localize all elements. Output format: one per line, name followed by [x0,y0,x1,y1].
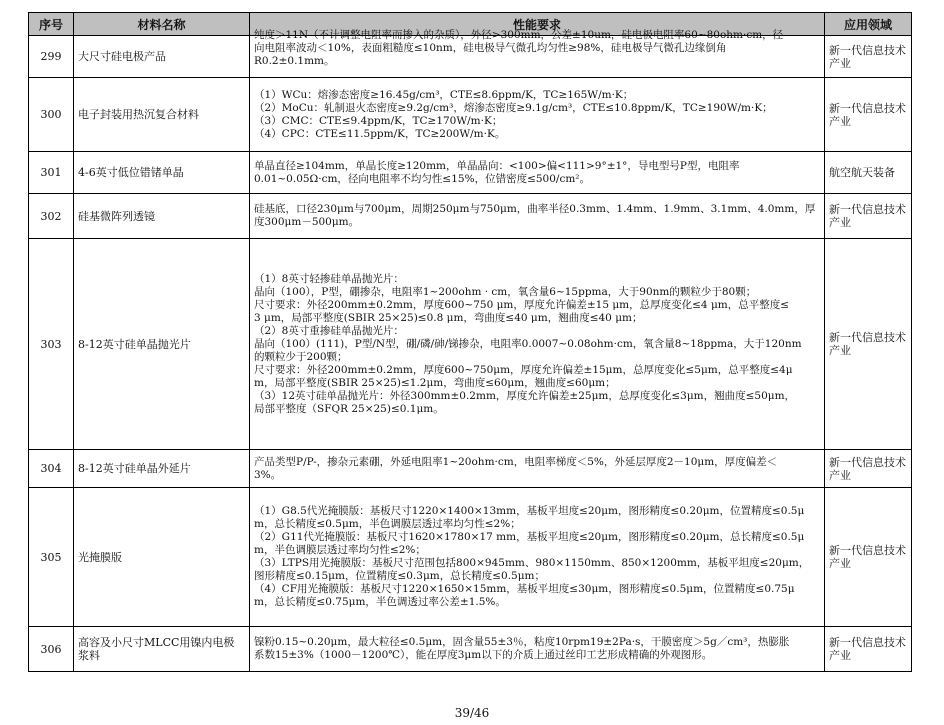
materials-table [28,12,912,672]
table-row [29,78,912,152]
row-material-name: 光掩膜版 [74,488,250,627]
row-application-field: 新一代信息技术产业 [825,627,912,672]
row-no: 305 [29,488,74,627]
page-number: 39/46 [454,706,490,720]
row-requirements: （1）8英寸轻掺硅单晶抛光片： 晶向（100），P型，硼掺杂，电阻率1~200ohm · cm，氧含量6~15ppma，大于90nm的颗粒少于80颗； 尺寸要求：外径200mm±0.2mm，厚度600~750 μm，厚度允许偏差±15 μm，总厚度变化≤4 μm，总平整度≤ 3 μm，局部平整度(SBIR 25×25)≤0.8 μm，弯曲度≤40 μm，翘曲度≤40 μm； （2）8英寸重掺硅单晶抛光片： 晶向（100）(111)，P型/N型，硼/磷/砷/锑掺杂，电阻率0.0007~0.08ohm·cm，氧含量8~18ppma，大于120nm 的颗粒少于200颗； 尺寸要求：外径200mm±0.2mm，厚度600~750μm，厚度允许偏差±15μm，总厚度变化≤5μm，总平整度≤4μ m，局部平整度(SBIR 25×25)≤1.2μm，弯曲度≤60μm，翘曲度≤60μm； （3）12英寸硅单晶抛光片：外径300mm±0.2mm，厚度允许偏差±25μm，总厚度变化≤3μm，翘曲度≤50μm， 局部平整度（SFQR 25×25)≤0.1μm。 [250,239,825,450]
table-row [29,239,912,450]
row-requirements: 硅基底，口径230μm与700μm，周期250μm与750μm，曲率半径0.3mm、1.4mm、1.9mm、3.1mm、4.0mm，厚 度300μm－500μm。 [250,194,825,239]
row-application-field: 新一代信息技术产业 [825,488,912,627]
row-requirements [250,29,825,78]
row-no: 299 [29,36,74,78]
row-application-field: 新一代信息技术产业 [825,239,912,450]
row-material-name: 8-12英寸硅单晶抛光片 [74,239,250,450]
row-application-field: 新一代信息技术产业 [825,36,912,78]
row-no: 303 [29,239,74,450]
row-application-field: 新一代信息技术产业 [825,78,912,152]
row-material-name: 8-12英寸硅单晶外延片 [74,450,250,488]
row-no: 302 [29,194,74,239]
table-row [29,450,912,488]
row-application-field: 航空航天装备 [825,152,912,194]
table-row [29,627,912,672]
header-requirements: 性能要求 [250,13,825,36]
row-material-name: 4-6英寸低位错锗单晶 [74,152,250,194]
row-requirements-text: 纯度＞11N（不计调整电阻率而掺入的杂质），外径>300mm，公差±10um，硅电极电阻率60~80ohm·cm，径 向电阻率波动＜10%，表面粗糙度≤10nm，硅电极导气微孔均匀性≥98%，硅电极导气微孔边缘倒角 R0.2±0.1mm。 [254,29,784,67]
header-field: 应用领域 [825,13,912,36]
row-no: 306 [29,627,74,672]
header-no: 序号 [29,13,74,36]
header-name: 材料名称 [74,13,250,36]
row-requirements: （1）WCu：熔渗态密度≥16.45g/cm³，CTE≤8.6ppm/K，TC≥165W/m·K； （2）MoCu：轧制退火态密度≥9.2g/cm³，熔渗态密度≥9.1g/cm³，CTE≤10.8ppm/K，TC≥190W/m·K； （3）CMC：CTE≤9.4ppm/K，TC≥170W/m·K； （4）CPC：CTE≤11.5ppm/K，TC≥200W/m·K。 [250,78,825,152]
row-no: 304 [29,450,74,488]
table-row [29,152,912,194]
row-material-name: 高容及小尺寸MLCC用镍内电极浆料 [74,627,250,672]
table-row [29,194,912,239]
row-no: 300 [29,78,74,152]
row-requirements: （1）G8.5代光掩膜版：基板尺寸1220×1400×13mm，基板平坦度≤20μm，图形精度≤0.20μm，位置精度≤0.5μ m，总长精度≤0.5μm，半色调膜层透过率均匀性≤2%； （2）G11代光掩膜版：基板尺寸1620×1780×17 mm，基板平坦度≤20μm，图形精度≤0.20μm，总长精度≤0.5μ m，半色调膜层透过率均匀性≤2%； （3）LTPS用光掩膜版：基板尺寸范围包括800×945mm、980×1150mm、850×1200mm，基板平坦度≤20μm， 图形精度≤0.15μm，位置精度≤0.3μm，总长精度≤0.5μm； （4）CF用光掩膜版：基板尺寸1220×1650×15mm，基板平坦度≤30μm，图形精度≤0.5μm，位置精度≤0.75μ m，总长精度≤0.75μm，半色调透过率公差±1.5%。 [250,488,825,627]
table-row [29,488,912,627]
table-row [29,36,912,78]
row-requirements: 镍粉0.15~0.20μm，最大粒径≤0.5μm，固含量55±3％，粘度10rpm19±2Pa·s，干膜密度＞5g／cm³，热膨胀 系数15±3%（1000－1200℃），能在厚度3μm以下的介质上通过丝印工艺形成精确的外观图形。 [250,627,825,672]
row-material-name: 大尺寸硅电极产品 [74,36,250,78]
row-application-field: 新一代信息技术产业 [825,194,912,239]
row-requirements: 单晶直径≥104mm，单晶长度≥120mm，单晶晶向：<100>偏<111>9°±1°，导电型号P型，电阻率 0.01~0.05Ω·cm，径向电阻率不均匀性≤15%，位错密度≤500/cm²。 [250,152,825,194]
row-no: 301 [29,152,74,194]
row-requirements: 产品类型P/P-，掺杂元素硼，外延电阻率1~20ohm·cm，电阻率梯度＜5%，外延层厚度2－10μm，厚度偏差＜ 3%。 [250,450,825,488]
row-material-name: 硅基微阵列透镜 [74,194,250,239]
row-material-name: 电子封装用热沉复合材料 [74,78,250,152]
row-application-field: 新一代信息技术产业 [825,450,912,488]
